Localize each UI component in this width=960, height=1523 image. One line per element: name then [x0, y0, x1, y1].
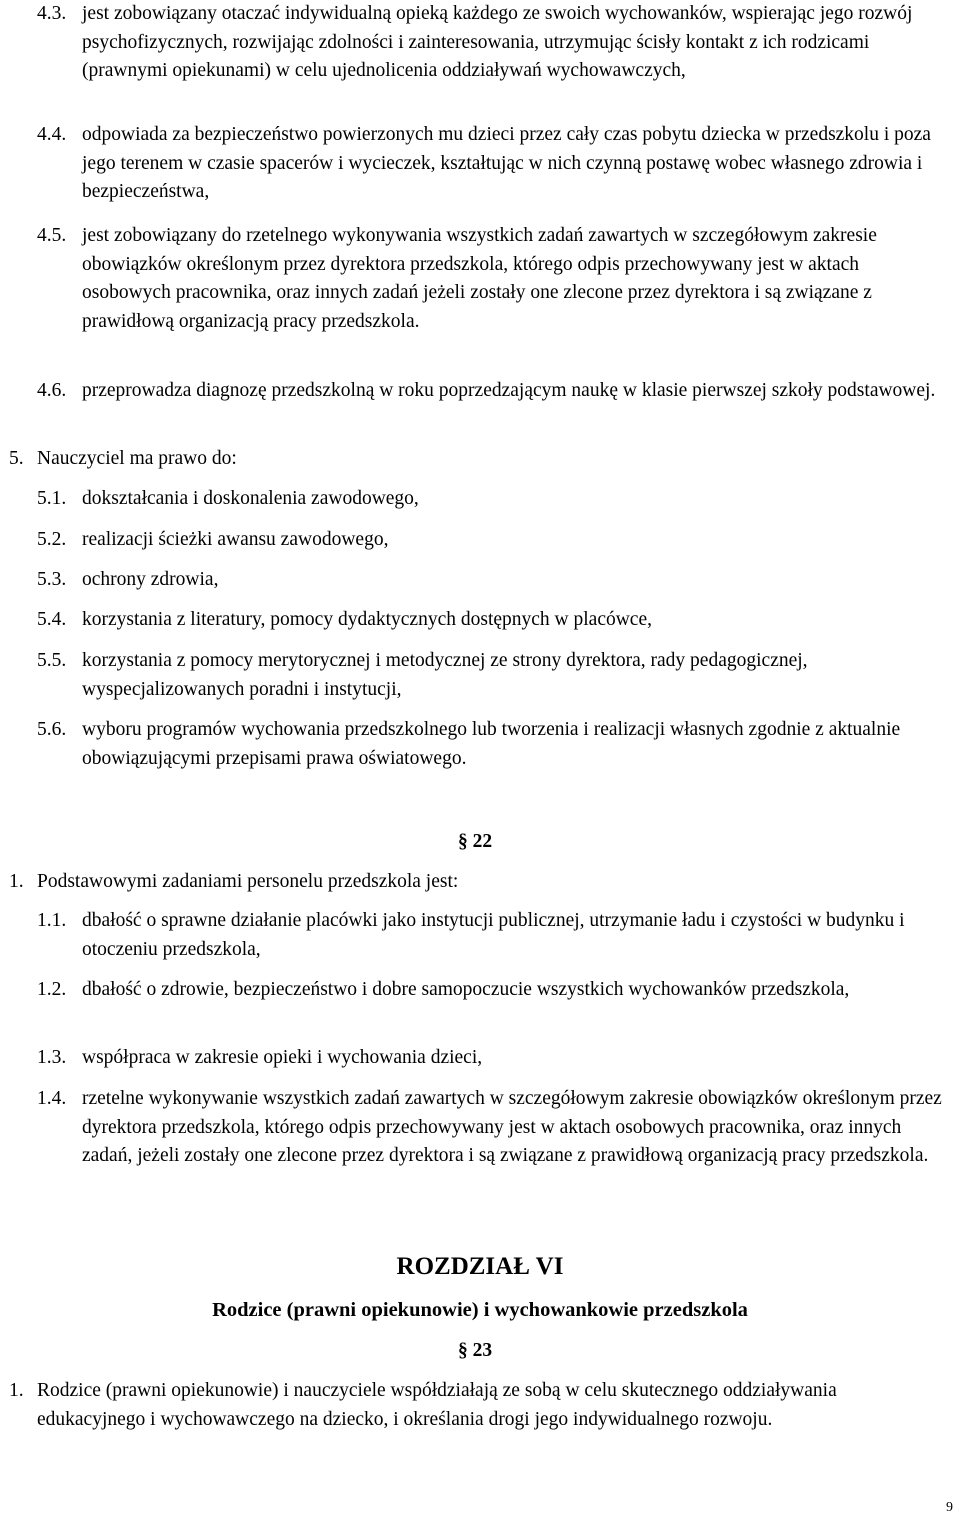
item-text: współpraca w zakresie opieki i wychowania dzieci, — [82, 1047, 483, 1068]
item-text: jest zobowiązany otaczać indywidualną opieką każdego ze swoich wychowanków, wspierając jego rozwój psychofizycznych, rozwijając zdolności i zainteresowania, utrzymując ścisły kontakt z ich rodzicami (prawnymi opiekunami) w celu ujednolicenia oddziaływań wychowawczych, — [82, 3, 913, 81]
item-number: 5.2. — [37, 529, 67, 550]
item-text: korzystania z pomocy merytorycznej i metodycznej ze strony dyrektora, rady pedagogicznej, wyspecjalizowanych poradni i instytucji, — [82, 650, 808, 700]
item-text: Podstawowymi zadaniami personelu przedszkola jest: — [37, 871, 459, 892]
item-number: 1. — [9, 871, 24, 892]
item-number: 5. — [9, 448, 24, 469]
item-text: wyboru programów wychowania przedszkolnego lub tworzenia i realizacji własnych zgodnie z aktualnie obowiązującymi przepisami prawa oświatowego. — [82, 719, 901, 769]
page-number: 9 — [946, 1500, 953, 1515]
item-number: 1.4. — [37, 1088, 67, 1109]
item-number: 5.3. — [37, 569, 67, 590]
item-number: 4.6. — [37, 380, 67, 401]
item-number: 1.3. — [37, 1047, 67, 1068]
section-heading-22: § 22 — [458, 831, 493, 852]
item-text: dokształcania i doskonalenia zawodowego, — [82, 488, 419, 509]
item-text: jest zobowiązany do rzetelnego wykonywania wszystkich zadań zawartych w szczegółowym zakresie obowiązków określonym przez dyrektora przedszkola, którego odpis przechowywany jest w aktach osobowych pracownika, oraz innych zadań jeżeli zostały one zlecone przez dyrektora i są związane z prawidłową organizacją pracy przedszkola. — [82, 225, 877, 332]
chapter-title: ROZDZIAŁ VI — [396, 1253, 564, 1280]
item-number: 1. — [9, 1380, 24, 1401]
item-text: Rodzice (prawni opiekunowie) i nauczyciele współdziałają ze sobą w celu skutecznego oddziaływania edukacyjnego i wychowawczego na dziecko, i określania drogi jego indywidualnego rozwoju. — [37, 1380, 837, 1430]
item-number: 5.1. — [37, 488, 67, 509]
item-number: 1.2. — [37, 979, 67, 1000]
item-number: 1.1. — [37, 910, 67, 931]
item-number: 4.5. — [37, 225, 67, 246]
item-text: odpowiada za bezpieczeństwo powierzonych mu dzieci przez cały czas pobytu dziecka w przedszkolu i poza jego terenem w czasie spacerów i wycieczek, kształtując w nich czynną postawę wobec własnego zdrowia i bezpieczeństwa, — [82, 124, 931, 202]
chapter-subtitle: Rodzice (prawni opiekunowie) i wychowankowie przedszkola — [212, 1299, 748, 1321]
item-text: ochrony zdrowia, — [82, 569, 219, 590]
item-text: przeprowadza diagnozę przedszkolną w roku poprzedzającym naukę w klasie pierwszej szkoły podstawowej. — [82, 380, 936, 401]
section-heading-23: § 23 — [458, 1340, 493, 1361]
item-number: 4.3. — [37, 3, 67, 24]
item-number: 4.4. — [37, 124, 67, 145]
item-text: rzetelne wykonywanie wszystkich zadań zawartych w szczegółowym zakresie obowiązków określonym przez dyrektora przedszkola, którego odpis przechowywany jest w aktach osobowych pracownika, oraz innych zadań, jeżeli zostały one zlecone przez dyrektora i są związane z prawidłową organizacją pracy przedszkola. — [82, 1088, 942, 1166]
item-number: 5.4. — [37, 609, 67, 630]
item-number: 5.6. — [37, 719, 67, 740]
item-text: dbałość o sprawne działanie placówki jako instytucji publicznej, utrzymanie ładu i czystości w budynku i otoczeniu przedszkola, — [82, 910, 905, 960]
item-text: Nauczyciel ma prawo do: — [37, 448, 237, 469]
item-text: dbałość o zdrowie, bezpieczeństwo i dobre samopoczucie wszystkich wychowanków przedszkola, — [82, 979, 850, 1000]
item-number: 5.5. — [37, 650, 67, 671]
item-text: korzystania z literatury, pomocy dydaktycznych dostępnych w placówce, — [82, 609, 652, 630]
item-text: realizacji ścieżki awansu zawodowego, — [82, 529, 389, 550]
